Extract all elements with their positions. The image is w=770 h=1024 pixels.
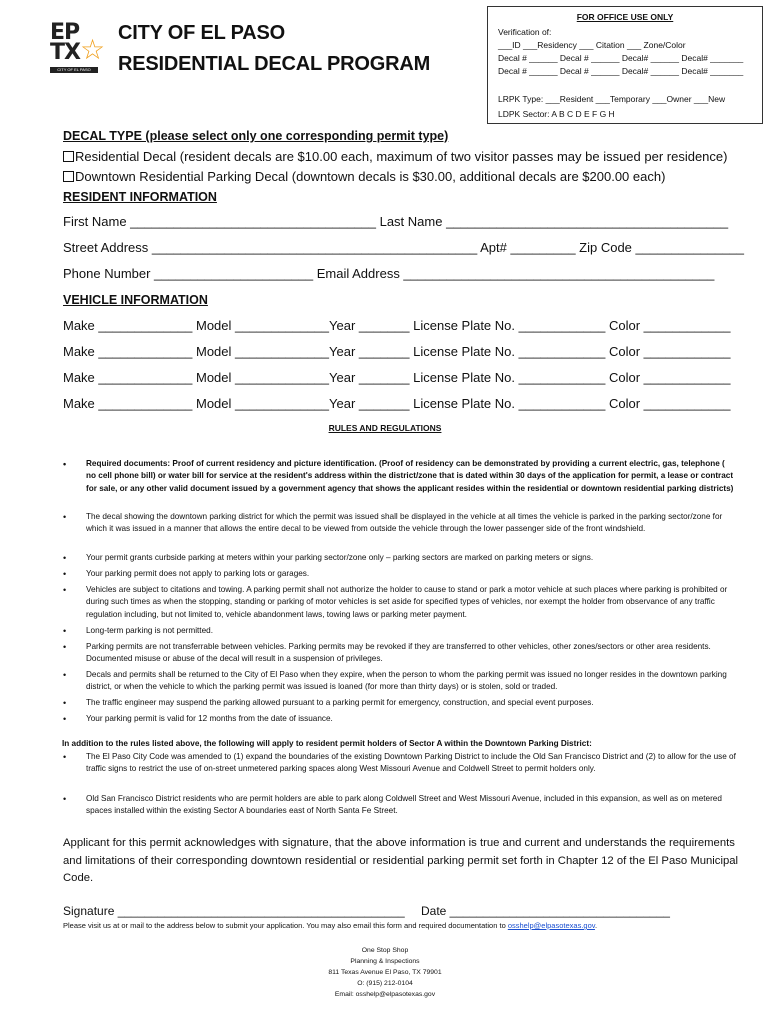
bullet-icon: • — [63, 569, 67, 579]
bullet-icon: • — [63, 752, 67, 762]
vehicle-row[interactable]: Make _____________ Model _____________Year _______ License Plate No. ____________ Color ____________ — [63, 318, 731, 333]
decal-line-2: Decal # ______ Decal # ______ Decal# ______ Decal# _______ — [498, 66, 744, 76]
resident-info-heading: RESIDENT INFORMATION — [63, 190, 217, 204]
bullet-icon: • — [63, 714, 67, 724]
footer-phone: O: (915) 212-0104 — [357, 980, 413, 987]
logo-subtext: CITY OF EL PASO — [50, 67, 98, 73]
rule-item: • Your parking permit does not apply to parking lots or garages. — [63, 569, 310, 579]
vehicle-row[interactable]: Make _____________ Model _____________Year _______ License Plate No. ____________ Color ____________ — [63, 370, 731, 385]
verification-items: ___ID ___Residency ___ Citation ___ Zone/Color — [498, 40, 686, 50]
rule-item: • Decals and permits shall be returned to the City of El Paso when they expire, when the person to whom the parking permit was issued no longer resides in the downtown parking district, or when the vehicle to which the parking permit was issued is loaned (for more than thirty days) or is stolen, sold or traded. — [63, 670, 727, 692]
contact-field-row[interactable]: Phone Number ______________________ Email Address ___________________________________________ — [63, 266, 715, 281]
vehicle-row[interactable]: Make _____________ Model _____________Year _______ License Plate No. ____________ Color ____________ — [63, 344, 731, 359]
rule-item: • Required documents: Proof of current residency and picture identification. (Proof of residency can be demonstrated by providing a current electric, gas, telephone ( no cell phone bill) or water bill for service at the resident's address within the district/zone that is dated within 30 days of the application for permit, a lease or contract for sale, or any other valid document issued by a government agency that shows the applicant resides within the residential or downtown residential parking districts) — [63, 459, 734, 493]
star-icon: ☆ — [80, 34, 106, 65]
email-link[interactable]: osshelp@elpasotexas.gov — [507, 921, 595, 930]
rule-item: • Parking permits are not transferrable between vehicles. Parking permits may be revoked if they are transferred to other vehicles, other zones/sectors or other area residents. Documented misuse or abuse of the decal will result in a suspension of privileges. — [63, 642, 711, 664]
checkbox-downtown[interactable] — [63, 171, 74, 182]
footer-email: Email: osshelp@elpasotexas.gov — [334, 991, 436, 998]
rule-item: • The traffic engineer may suspend the parking allowed pursuant to a parking permit for emergency, construction, and special event purposes. — [63, 698, 594, 708]
footer-office-name: One Stop Shop — [361, 947, 409, 954]
address-field-row[interactable]: Street Address _____________________________________________ Apt# _________ Zip Code _______________ — [63, 240, 744, 255]
bullet-icon: • — [63, 512, 67, 522]
bullet-icon: • — [63, 794, 67, 804]
sector-a-item: • Old San Francisco District residents who are permit holders are able to park along Coldwell Street and West Missouri Avenue, included in this expansion, as well as on metered spaces installed within the existing Sector A boundaries east of North Santa Fe Street. — [63, 794, 722, 816]
name-field-row[interactable]: First Name __________________________________ Last Name _______________________________________ — [63, 214, 729, 229]
city-logo — [50, 22, 106, 76]
residential-decal-label: Residential Decal (resident decals are $10.00 each, maximum of two visitor passes may be issued per residence) — [75, 149, 728, 164]
bullet-icon: • — [63, 459, 67, 469]
verification-label: Verification of: — [498, 27, 552, 37]
bullet-icon: • — [63, 698, 67, 708]
page-title-line1: CITY OF EL PASO — [118, 22, 286, 44]
signature-field[interactable]: Signature ___________________________________________ — [63, 904, 405, 918]
lrpk-type: LRPK Type: ___Resident ___Temporary ___Owner ___New — [498, 94, 726, 104]
bullet-icon: • — [63, 642, 67, 652]
vehicle-info-heading: VEHICLE INFORMATION — [63, 293, 208, 307]
downtown-decal-label: Downtown Residential Parking Decal (downtown decals is $30.00, additional decals are $200.00 each) — [75, 169, 666, 184]
decal-line-1: Decal # ______ Decal # ______ Decal# ______ Decal# _______ — [498, 53, 744, 63]
downtown-decal-option[interactable] — [63, 169, 665, 185]
sector-a-item: • The El Paso City Code was amended to (1) expand the boundaries of the existing Downtown Parking District to include the Old San Francisco District and (2) to allow for the use of traffic signs to restrict the use of on-street unmetered parking spaces along West Missouri Avenue and Coldwell Street to permit holders only. — [63, 752, 736, 774]
vehicle-row[interactable]: Make _____________ Model _____________Year _______ License Plate No. ____________ Color ____________ — [63, 396, 731, 411]
logo-tx-text: TX — [50, 40, 80, 65]
decal-type-heading: DECAL TYPE (please select only one corresponding permit type) — [63, 129, 449, 143]
residential-decal-option[interactable] — [63, 149, 727, 165]
ldpk-sector: LDPK Sector: A B C D E F G H — [498, 109, 615, 119]
bullet-icon: • — [63, 585, 67, 595]
rule-item: • Long-term parking is not permitted. — [63, 626, 213, 636]
office-box-title: FOR OFFICE USE ONLY — [576, 12, 674, 22]
footer-address: 811 Texas Avenue El Paso, TX 79901 — [328, 969, 442, 976]
bullet-icon: • — [63, 553, 67, 563]
page-title-line2: RESIDENTIAL DECAL PROGRAM — [118, 53, 431, 75]
footer-department: Planning & Inspections — [350, 958, 420, 965]
submit-note: Please visit us at or mail to the address below to submit your application. You may also email this form and required documentation to osshelp@elpasotexas.gov. — [63, 921, 598, 930]
office-use-box — [487, 6, 763, 124]
bullet-icon: • — [63, 626, 67, 636]
rule-item: • Vehicles are subject to citations and towing. A parking permit shall not authorize the holder to cause to stand or park a motor vehicle at such places where parking is prohibited or during such times as when the stopping, standing or parking of motor vehicles is set aside for specified types of vehicles, nor exempt the holder from observance of any traffic regulation including, but not limited to, vehicle abandonment laws, towing laws or parking meter payment. — [63, 585, 728, 619]
date-field[interactable]: Date _________________________________ — [421, 904, 670, 918]
bullet-icon: • — [63, 670, 67, 680]
rules-title: RULES AND REGULATIONS — [328, 423, 442, 433]
rule-item: • Your parking permit is valid for 12 months from the date of issuance. — [63, 714, 333, 724]
logo-ep-text: EP — [50, 20, 80, 45]
checkbox-residential[interactable] — [63, 151, 74, 162]
sector-a-heading: In addition to the rules listed above, the following will apply to resident permit holders of Sector A within the Downtown Parking District: — [62, 739, 592, 748]
rule-item: • The decal showing the downtown parking district for which the permit was issued shall be displayed in the vehicle at all times the vehicle is parked in the parking sector/zone for which it was issued in a manner that allows the entire decal to be viewed from outside the vehicle through the lower passenger side of the front windshield. — [63, 512, 723, 534]
acknowledgement-text: Applicant for this permit acknowledges with signature, that the above information is true and current and understands the requirements and limitations of their corresponding downtown residential or residential parking permit set forth in Chapter 12 of the El Paso Municipal Code. — [63, 837, 739, 884]
rule-item: • Your permit grants curbside parking at meters within your parking sector/zone only – parking sectors are marked on parking meters or signs. — [63, 553, 594, 563]
